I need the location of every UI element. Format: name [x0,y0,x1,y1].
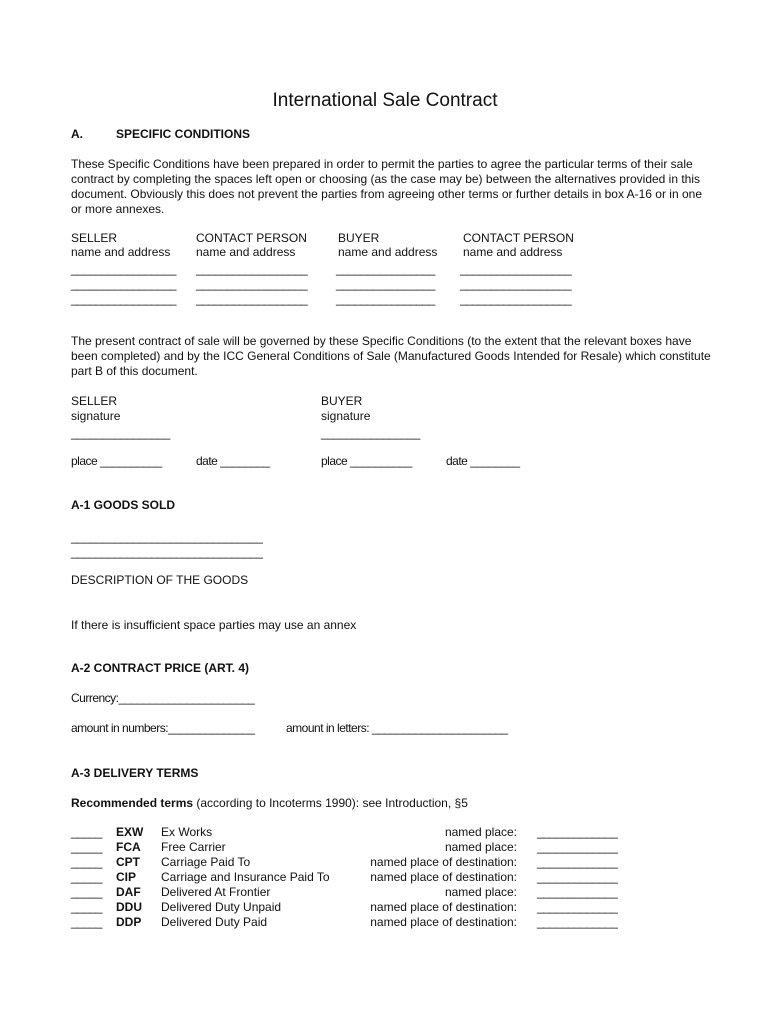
amount-letters-field[interactable]: amount in letters: ______________________ [286,721,508,735]
a2-heading: A-2 CONTRACT PRICE (ART. 4) [71,661,250,675]
term-name: Delivered Duty Unpaid [161,900,282,914]
signature-buyer-line[interactable]: ________________ [321,426,420,440]
amount-numbers-field[interactable]: amount in numbers:______________ [71,721,255,735]
term-checkbox-blank[interactable]: _____ [71,915,102,929]
term-name: Free Carrier [161,840,226,854]
section-a-heading: SPECIFIC CONDITIONS [116,127,251,141]
term-code: EXW [116,825,144,839]
party-buyer-blank-2[interactable]: ________________ [336,277,435,291]
term-place-blank[interactable]: _____________ [537,840,618,854]
party-buyer-contact-blank-3[interactable]: __________________ [460,292,572,306]
party-seller-contact-sub: name and address [196,245,296,259]
term-checkbox-blank[interactable]: _____ [71,855,102,869]
party-buyer-contact-role: CONTACT PERSON [463,231,574,245]
buyer-place-field[interactable]: place __________ [321,454,412,468]
term-place-blank[interactable]: _____________ [537,915,618,929]
party-buyer-sub: name and address [338,245,438,259]
term-checkbox-blank[interactable]: _____ [71,870,102,884]
term-checkbox-blank[interactable]: _____ [71,840,102,854]
annex-note: If there is insufficient space parties may use an annex [71,618,357,632]
term-code: CPT [116,855,140,869]
seller-place-field[interactable]: place __________ [71,454,162,468]
party-buyer-contact-sub: name and address [463,245,563,259]
intro-paragraph: These Specific Conditions have been prepared in order to permit the parties to agree the particular terms of their sale contract by completing the spaces left open or choosing (as the case may be) between the alternatives provided in this document. Obviously this does not prevent the parties from agreeing other terms or further details in box A-16 or in one or more annexes. [71,157,703,216]
seller-date-field[interactable]: date ________ [196,454,270,468]
term-place-label: named place of destination: [370,915,517,929]
signature-seller-role: SELLER [71,394,118,408]
term-code: DDP [116,915,142,929]
term-place-blank[interactable]: _____________ [537,855,618,869]
party-seller-contact-blank-2[interactable]: __________________ [196,277,308,291]
party-buyer-blank-3[interactable]: ________________ [336,292,435,306]
term-place-label: named place of destination: [370,870,517,884]
currency-field[interactable]: Currency:______________________ [71,691,255,705]
recommended-terms-line [71,796,468,810]
term-place-label: named place: [444,885,517,899]
term-place-blank[interactable]: _____________ [537,825,618,839]
term-checkbox-blank[interactable]: _____ [71,900,102,914]
term-place-label: named place of destination: [370,900,517,914]
term-checkbox-blank[interactable]: _____ [71,825,102,839]
document-title: International Sale Contract [272,90,498,111]
party-buyer-contact-blank-2[interactable]: __________________ [460,277,572,291]
term-name: Delivered At Frontier [161,885,271,899]
party-seller-blank-3[interactable]: _________________ [71,292,176,306]
term-place-blank[interactable]: _____________ [537,900,618,914]
party-seller-contact-blank-1[interactable]: __________________ [196,262,308,276]
party-seller-sub: name and address [71,245,171,259]
party-buyer-blank-1[interactable]: ________________ [336,262,435,276]
term-place-label: named place: [444,840,517,854]
goods-line-1[interactable]: _______________________________ [71,530,263,544]
term-place-blank[interactable]: _____________ [537,870,618,884]
signature-buyer-role: BUYER [321,394,363,408]
governing-paragraph: The present contract of sale will be governed by these Specific Conditions (to the extent that the relevant boxes have been completed) and by the ICC General Conditions of Sale (Manufactured Goods Intended for Resale) which constitute part B of this document. [71,334,711,378]
party-buyer-contact-blank-1[interactable]: __________________ [460,262,572,276]
signature-buyer-sub: signature [321,409,371,423]
signature-seller-line[interactable]: ________________ [71,426,170,440]
term-name: Delivered Duty Paid [161,915,268,929]
term-place-label: named place of destination: [370,855,517,869]
party-seller-blank-2[interactable]: _________________ [71,277,176,291]
term-code: FCA [116,840,141,854]
term-place-blank[interactable]: _____________ [537,885,618,899]
recommended-terms-rest: (according to Incoterms 1990): see Introduction, §5 [193,796,468,810]
party-seller-role: SELLER [71,231,118,245]
term-code: CIP [116,870,137,884]
a1-heading: A-1 GOODS SOLD [71,498,176,512]
party-seller-contact-blank-3[interactable]: __________________ [196,292,308,306]
term-name: Ex Works [161,825,213,839]
party-buyer-role: BUYER [338,231,380,245]
term-code: DAF [116,885,141,899]
buyer-date-field[interactable]: date ________ [446,454,520,468]
term-place-label: named place: [444,825,517,839]
term-checkbox-blank[interactable]: _____ [71,885,102,899]
signature-seller-sub: signature [71,409,121,423]
goods-line-2[interactable]: _______________________________ [71,545,263,559]
term-code: DDU [116,900,142,914]
recommended-terms-bold: Recommended terms [71,796,194,810]
term-name: Carriage and Insurance Paid To [161,870,330,884]
party-seller-contact-role: CONTACT PERSON [196,231,307,245]
party-seller-blank-1[interactable]: _________________ [71,262,176,276]
term-name: Carriage Paid To [161,855,251,869]
a3-heading: A-3 DELIVERY TERMS [71,766,199,780]
goods-description-label: DESCRIPTION OF THE GOODS [71,573,249,587]
section-a-letter: A. [71,127,83,141]
